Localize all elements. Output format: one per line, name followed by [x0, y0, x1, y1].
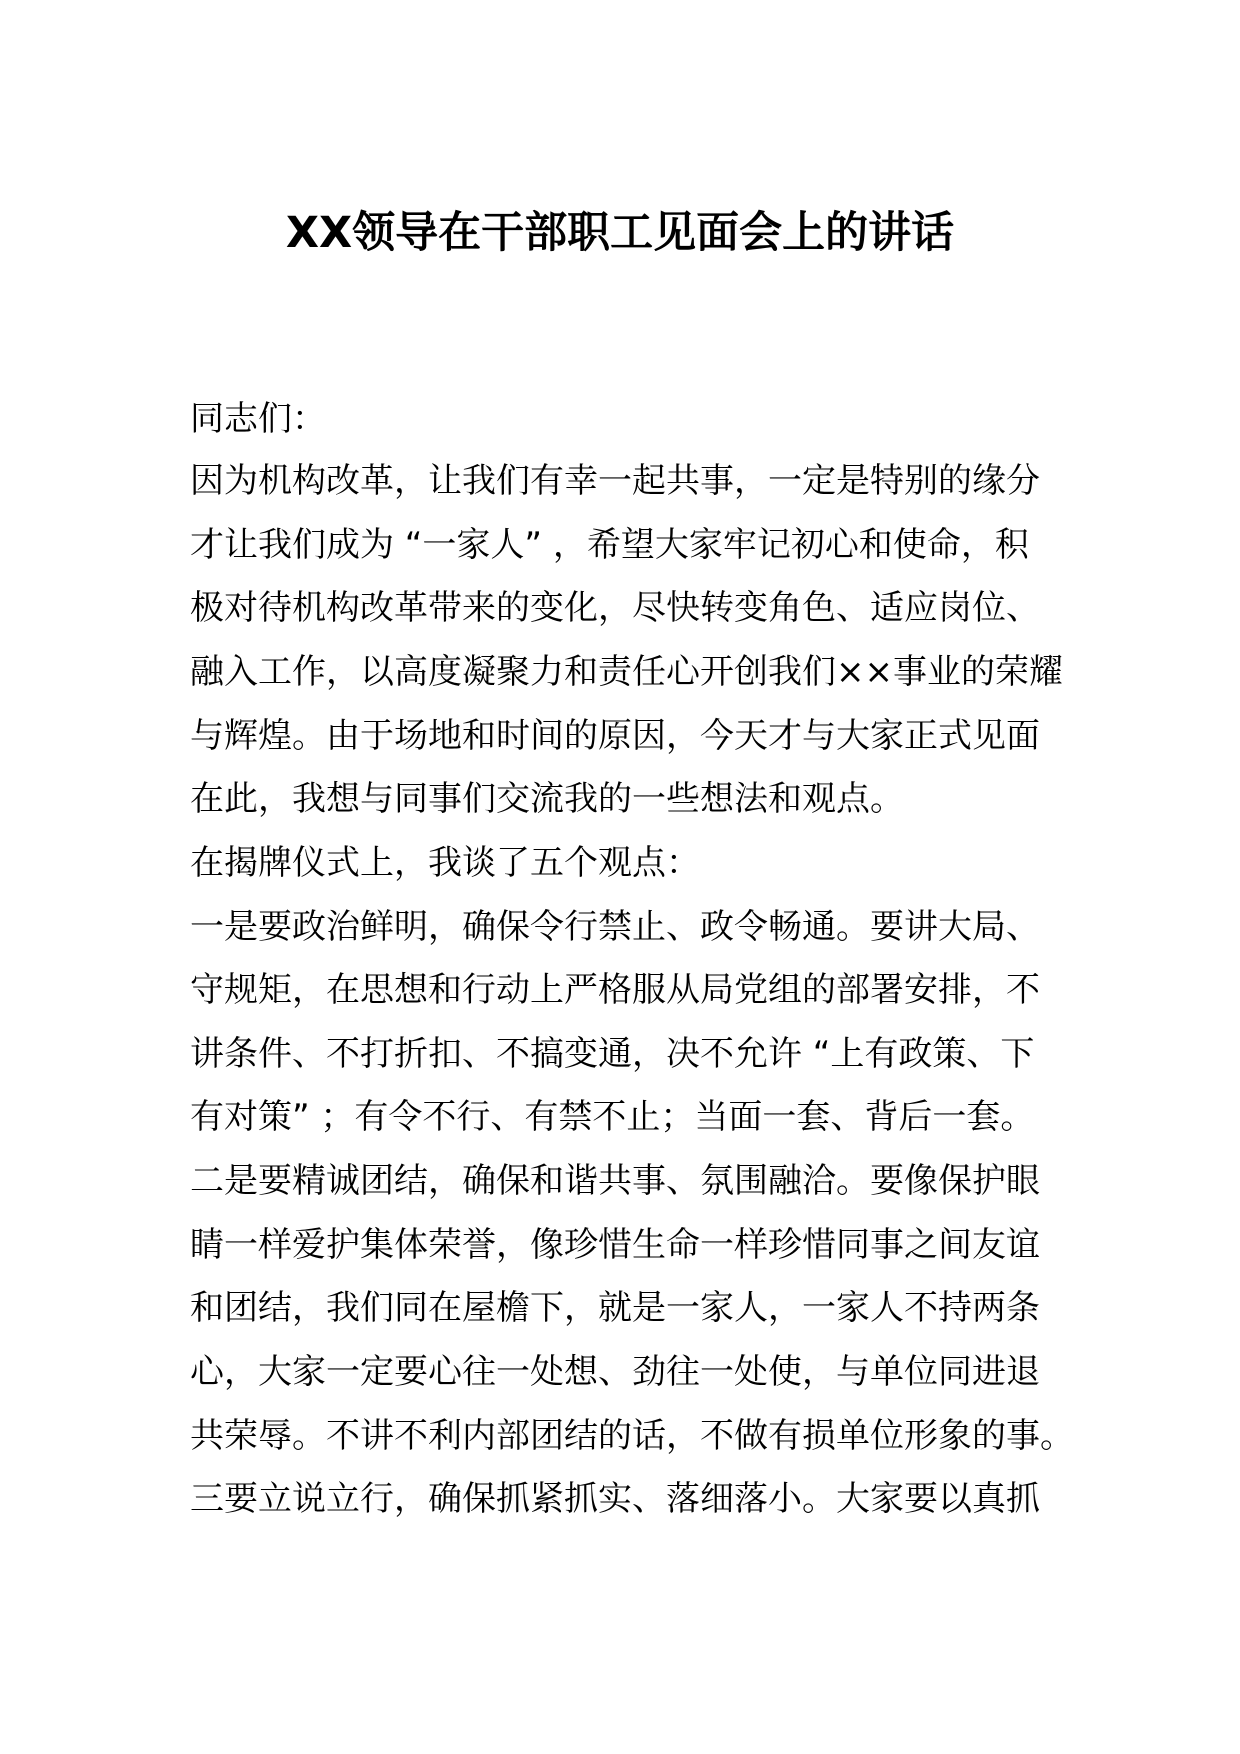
text-line: 一是要政治鲜明，确保令行禁止、政令畅通。要讲大局、 — [190, 907, 1040, 947]
text-line: 与辉煌。由于场地和时间的原因，今天才与大家正式见面 — [190, 716, 1040, 756]
text-line: 因为机构改革，让我们有幸一起共事，一定是特别的缘分 — [190, 461, 1040, 501]
text-line: 心，大家一定要心往一处想、劲往一处使，与单位同进退 — [190, 1352, 1040, 1392]
text-line: 才让我们成为 “一家人” ，希望大家牢记初心和使命，积 — [190, 525, 1029, 565]
text-line: 在此，我想与同事们交流我的一些想法和观点。 — [190, 779, 904, 819]
text-line: 融入工作，以高度凝聚力和责任心开创我们××事业的荣耀 — [190, 652, 1063, 692]
text-line: 同志们： — [190, 399, 326, 439]
text-line: 共荣辱。不讲不利内部团结的话，不做有损单位形象的事。 — [190, 1416, 1074, 1456]
document-title: XX领导在干部职工见面会上的讲话 — [285, 208, 955, 258]
text-line: 二是要精诚团结，确保和谐共事、氛围融洽。要像保护眼 — [190, 1161, 1040, 1201]
text-line: 有对策” ；有令不行、有禁不止；当面一套、背后一套。 — [190, 1097, 1035, 1137]
text-line: 和团结，我们同在屋檐下，就是一家人，一家人不持两条 — [190, 1288, 1040, 1328]
text-line: 讲条件、不打折扣、不搞变通，决不允许 “上有政策、下 — [190, 1034, 1035, 1074]
text-line: 三要立说立行，确保抓紧抓实、落细落小。大家要以真抓 — [190, 1479, 1040, 1519]
text-line: 在揭牌仪式上，我谈了五个观点： — [190, 843, 700, 883]
text-line: 睛一样爱护集体荣誉，像珍惜生命一样珍惜同事之间友谊 — [190, 1225, 1040, 1265]
text-line: 守规矩，在思想和行动上严格服从局党组的部署安排，不 — [190, 970, 1040, 1010]
text-line: 极对待机构改革带来的变化，尽快转变角色、适应岗位、 — [190, 588, 1040, 628]
